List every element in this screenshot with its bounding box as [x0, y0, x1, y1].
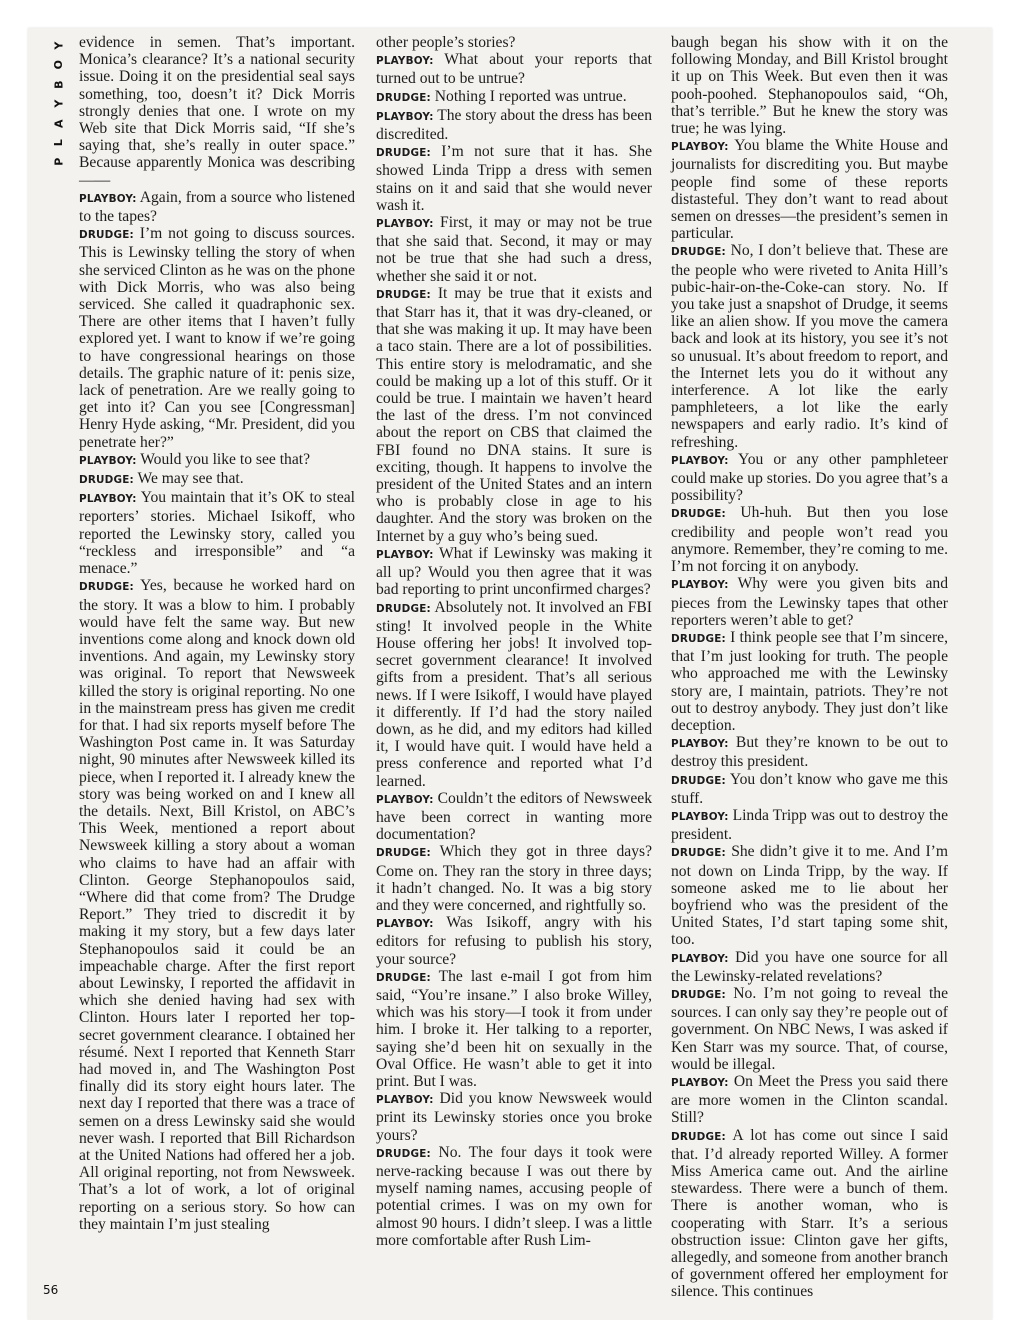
interview-paragraph [376, 88, 652, 107]
speaker-label: PLAYBOY: [376, 793, 434, 806]
speaker-label: PLAYBOY: [671, 952, 729, 965]
paragraph-text: It may be true that it exists and that Starr has it, that it was dry-cleaned, or that she was making it up. It may have been a taco stain. There are a lot of possibilities. This entire story is melodramatic, and she could be making up a lot of this stuff. Or it could be true. I maintain we haven’t heard the last of the dress. I’m not convinced about the report on CBS that claimed the FBI found no DNA stains. It sure is exciting, though. It happens to involve the president of the United States and an intern who is probably close in age to his daughter. And the story was broken on the Internet by a guy who’s being sued. [376, 284, 652, 545]
paragraph-text: But they’re known to be out to destroy this president. [671, 734, 948, 771]
speaker-label: PLAYBOY: [376, 110, 434, 123]
interview-paragraph [671, 734, 948, 770]
paragraph-text: evidence in semen. That’s important. Monica’s clearance? It’s a national security issue. Doing it on the presidential seal says something, too, doesn’t it? Dick Morris strongly denies that one. I wrote on my Web site that Dick Morris said, “If she’s saying that, she’s really in outer space.” Because apparently Monica was describing—— [79, 34, 355, 189]
interview-paragraph [671, 629, 948, 734]
speaker-label: DRUDGE: [376, 971, 431, 984]
paragraph-text: Uh-huh. But then you lose credibility and people won’t read you anymore. Remember, they’re coming to me. I’m not forcing it on anybody. [671, 504, 948, 576]
logo-letter: Y [52, 99, 66, 108]
speaker-label: PLAYBOY: [671, 454, 729, 467]
speaker-label: DRUDGE: [671, 508, 726, 521]
magazine-logo [48, 36, 70, 172]
interview-paragraph [671, 1127, 948, 1301]
interview-paragraph [671, 504, 948, 575]
paragraph-text: Yes, because he worked hard on the story. It was a blow to him. I probably would have felt the same way. But new inventions come along and knock down old inventions. And again, my Lewinsky story was original. To report that Newsweek killed the story is original reporting. No one in the mainstream press has given me credit for that. I had six reports myself before The Washington Post came in. It was Saturday night, 90 minutes after Newsweek killed its piece, when I reported it. I already knew the story was being worked on and I knew all the details. Next, Bill Kristol, on ABC’s This Week, mentioned a report about Newsweek killing a story about a woman who claims to have had an affair with Clinton. George Stephanopoulos said, “Where did that come from? The Drudge Report.” They tried to discredit it by making it my story, but a few days later Stephanopoulos said it could be an impeachable charge. After the first report about Lewinsky, I reported the affidavit in which she denied having had sex with Clinton. Hours later I reported her top-secret government clearance. I obtained her résumé. Next I reported that Kenneth Starr had moved in, and The Washington Post finally did its story eight hours later. The next day I reported that there was a trace of semen on a dress Lewinsky said she would never wash. I reported that Bill Richardson at the United Nations had offered her a job. All original reporting, not from Newsweek. That’s a lot of work, a lot of original reporting on a serious story. So how can they maintain I’m just stealing [79, 577, 355, 1233]
speaker-label: PLAYBOY: [671, 141, 729, 154]
interview-paragraph [671, 242, 948, 450]
paragraph-text: We may see that. [133, 470, 244, 488]
speaker-label: PLAYBOY: [671, 1076, 729, 1089]
speaker-label: DRUDGE: [79, 229, 134, 242]
paragraph-text: Again, from a source who listened to the tapes? [79, 188, 355, 226]
logo-letter: L [52, 139, 66, 147]
speaker-label: PLAYBOY: [376, 548, 434, 561]
interview-paragraph [376, 1144, 652, 1249]
logo-letter: P [52, 158, 66, 167]
magazine-page [28, 28, 992, 1320]
paragraph-text: First, it may or may not be true that she said that. Second, it may or may not be true that she had such a dress, whether she said it or not. [376, 214, 652, 285]
interview-paragraph [376, 545, 652, 599]
speaker-label: DRUDGE: [79, 474, 134, 487]
paragraph-text: You or any other pamphleteer could make up stories. Do you agree that’s a possibility? [671, 450, 948, 505]
interview-paragraph [376, 914, 652, 968]
logo-letter: B [52, 80, 66, 89]
paragraph-text: She didn’t give it to me. And I’m not down on Linda Tripp, by the way. If someone asked me to lie about her boyfriend who was the president of the United States, I’d start taping some shit, too. [671, 843, 948, 949]
speaker-label: DRUDGE: [671, 847, 726, 860]
logo-letter: Y [52, 41, 66, 50]
interview-paragraph [376, 51, 652, 87]
speaker-label: PLAYBOY: [376, 1094, 434, 1107]
logo-letter: A [52, 119, 66, 128]
interview-paragraph [79, 225, 355, 451]
paragraph-text: You don’t know who gave me this stuff. [671, 770, 948, 807]
interview-paragraph [671, 34, 948, 137]
paragraph-text: A lot has come out since I said that. I’d already reported Willey. A former Miss America came out. And the airline stewardess. There were a bunch of them. There is another woman, who is cooperating with Starr. It’s a serious obstruction issue: Clinton gave her gifts, allegedly, and someone from another branch of government offered her employment for silence. This continues [671, 1126, 948, 1301]
interview-paragraph [376, 843, 652, 914]
speaker-label: PLAYBOY: [376, 55, 434, 68]
interview-paragraph [671, 575, 948, 629]
interview-paragraph [671, 949, 948, 985]
paragraph-text: On Meet the Press you said there are more women in the Clinton scandal. Still? [671, 1072, 948, 1127]
interview-paragraph [671, 843, 948, 948]
text-column-1 [79, 34, 355, 1233]
interview-paragraph [79, 451, 355, 470]
interview-paragraph [376, 214, 652, 285]
paragraph-text: baugh began his show with it on the following Monday, and Bill Kristol brought it up on This Week. But even then it was pooh-poohed. Stephanopoulos said, “Oh, that’s terrible.” But he knew the story was true; he was lying. [671, 34, 948, 138]
speaker-label: PLAYBOY: [79, 493, 137, 506]
paragraph-text: Nothing I reported was untrue. [430, 87, 627, 105]
speaker-label: PLAYBOY: [376, 918, 434, 931]
interview-paragraph [671, 771, 948, 807]
interview-paragraph [376, 968, 652, 1090]
interview-paragraph [376, 107, 652, 143]
paragraph-text: Did you know Newsweek would print its Lewinsky stories once you broke yours? [376, 1090, 652, 1144]
paragraph-text: Linda Tripp was out to destroy the president. [671, 806, 948, 844]
interview-paragraph [671, 985, 948, 1073]
interview-paragraph [671, 1073, 948, 1127]
speaker-label: DRUDGE: [671, 632, 726, 645]
paragraph-text: What if Lewinsky was making it all up? Would you then agree that it was bad reporting to print unconfirmed charges? [376, 544, 652, 599]
paragraph-text: The last e-mail I got from him said, “You’re insane.” I also broke Willey, which was his story—I took it from under him. I broke it. Her talking to a reporter, saying she’d been hit on sexually in the Oval Office. He wasn’t able to get it into print. But I was. [376, 967, 652, 1090]
interview-paragraph [671, 137, 948, 242]
page-number: 56 [43, 1283, 59, 1297]
interview-paragraph [376, 143, 652, 214]
paragraph-text: I’m not going to discuss sources. This is Lewinsky telling the story of when she serviced Clinton as he was on the phone with Dick Morris, who was also being serviced. She called it quadraphonic sex. There are other items that I haven’t fully explored yet. I want to know if we’re going to have congressional hearings on those details. The graphic nature of it: penis size, lack of penetration. Are we really going to get into it? Can you see [Congressman] Henry Hyde asking, “Mr. President, did you penetrate her?” [79, 225, 355, 451]
paragraph-text: Why were you given bits and pieces from the Lewinsky tapes that other reporters weren’t able to get? [671, 575, 948, 629]
interview-paragraph [376, 285, 652, 545]
speaker-label: PLAYBOY: [671, 810, 729, 823]
speaker-label: DRUDGE: [376, 602, 431, 615]
speaker-label: DRUDGE: [671, 1130, 726, 1143]
text-column-3 [671, 34, 948, 1301]
speaker-label: DRUDGE: [376, 91, 431, 104]
paragraph-text: Which they got in three days? Come on. They ran the story in three days; it hadn’t changed. No. It was a big story and they were concerned, and rightfully so. [376, 843, 652, 914]
speaker-label: DRUDGE: [376, 1147, 431, 1160]
interview-paragraph [376, 34, 652, 51]
paragraph-text: Was Isikoff, angry with his editors for refusing to publish his story, your source? [376, 914, 652, 968]
interview-paragraph [376, 790, 652, 844]
paragraph-text: I’m not sure that it has. She showed Linda Tripp a dress with semen stains on it and said that she would never wash it. [376, 143, 652, 214]
speaker-label: DRUDGE: [79, 581, 134, 594]
paragraph-text: Did you have one source for all the Lewinsky-related revelations? [671, 948, 948, 985]
speaker-label: DRUDGE: [671, 774, 726, 787]
paragraph-text: No. The four days it took were nerve-racking because I was out there by myself naming names, accusing people of potential crimes. I was on my own for almost 90 hours. I didn’t sleep. I was a little more comfortable after Rush Lim- [376, 1143, 652, 1249]
interview-paragraph [79, 470, 355, 489]
paragraph-text: other people’s stories? [376, 34, 516, 51]
speaker-label: PLAYBOY: [671, 579, 729, 592]
speaker-label: DRUDGE: [671, 988, 726, 1001]
interview-paragraph [671, 451, 948, 505]
paragraph-text: No, I don’t believe that. These are the people who were riveted to Anita Hill’s pubic-hair-on-the-Coke-can story. No. If you take just a snapshot of Drudge, it seems like an alien show. If you move the camera back and look at its history, you see it’s not so unusual. It’s about freedom to report, and the Internet lets you do it without any interference. A lot like the early pamphleteers, a lot like the early newspapers and early radio. It’s kind of refreshing. [671, 242, 948, 451]
speaker-label: DRUDGE: [376, 847, 431, 860]
interview-paragraph [79, 577, 355, 1233]
interview-paragraph [376, 1090, 652, 1144]
text-column-2 [376, 34, 652, 1249]
speaker-label: PLAYBOY: [376, 218, 434, 231]
logo-letter: O [52, 60, 66, 70]
paragraph-text: Would you like to see that? [136, 450, 310, 468]
interview-paragraph [79, 489, 355, 577]
interview-paragraph [79, 189, 355, 225]
paragraph-text: The story about the dress has been discredited. [376, 106, 652, 144]
paragraph-text: You maintain that it’s OK to steal reporters’ stories. Michael Isikoff, who reported the Lewinsky story, called you “reckless and irresponsible” and “a menace.” [79, 489, 355, 578]
paragraph-text: Absolutely not. It involved an FBI sting! It involved people in the White House offering her jobs! It involved top-secret government clearance! It involved gifts from a president. That’s all serious news. If I were Isikoff, I would have played it differently. If I’d had the story nailed down, as he did, and my editors had killed it, I would have quit. I would have held a press conference and reported what I’d learned. [376, 598, 652, 790]
paragraph-text: No. I’m not going to reveal the sources. I can only say they’re people out of government. On NBC News, I was asked if Ken Starr was my source. That, of course, would be illegal. [671, 984, 948, 1073]
paragraph-text: Couldn’t the editors of Newsweek have been correct in wanting more documentation? [376, 789, 652, 844]
interview-paragraph [376, 599, 652, 790]
interview-paragraph [79, 34, 355, 189]
paragraph-text: I think people see that I’m sincere, that I’m just looking for truth. The people who approached me with the Lewinsky story are, I maintain, patriots. They’re not out to destroy anybody. They just don’t like deception. [671, 628, 948, 734]
speaker-label: DRUDGE: [376, 147, 431, 160]
speaker-label: PLAYBOY: [79, 192, 137, 205]
speaker-label: DRUDGE: [376, 288, 431, 301]
paragraph-text: What about your reports that turned out to be untrue? [376, 51, 652, 88]
interview-paragraph [671, 807, 948, 843]
paragraph-text: You blame the White House and journalists for discrediting you. But maybe people find some of these reports distasteful. They don’t want to read about semen on dresses—the president’s semen in particular. [671, 137, 948, 243]
speaker-label: PLAYBOY: [671, 738, 729, 751]
speaker-label: PLAYBOY: [79, 454, 137, 467]
speaker-label: DRUDGE: [671, 246, 726, 259]
